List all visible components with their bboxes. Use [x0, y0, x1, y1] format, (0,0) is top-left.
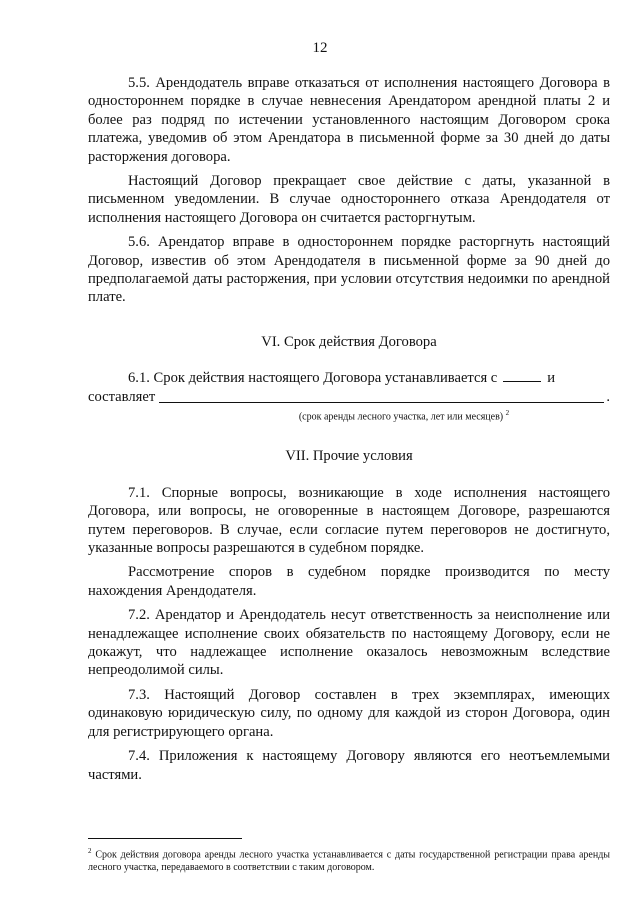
term-duration-blank — [159, 388, 604, 403]
paragraph-7-3: 7.3. Настоящий Договор составлен в трех экземплярах, имеющих одинаковую юридическую силу, по одному для каждой из сторон Договора, один для регистрирующего органа. — [88, 686, 610, 740]
paragraph-7-1-continued: Рассмотрение споров в судебном порядке производится по месту нахождения Арендодателя. — [88, 564, 610, 599]
footnote-divider — [88, 838, 242, 839]
footnote-ref: 2 — [505, 409, 510, 418]
footnote-number: 2 — [88, 847, 92, 855]
section-7-title: VII. Прочие условия — [285, 448, 413, 465]
footnote — [88, 845, 610, 874]
document-body — [88, 74, 610, 784]
paragraph-5-6: 5.6. Арендатор вправе в одностороннем порядке расторгнуть настоящий Договор, известив об этом Арендодателя в письменной форме за 90 дней до предполагаемой даты расторжения, при условии отсутствия недоимки по арендной плате. — [88, 234, 610, 306]
paragraph-5-5: 5.5. Арендодатель вправе отказаться от исполнения настоящего Договора в одностороннем порядке в случае невнесения Арендатором арендной платы 2 и более раз подряд по истечении установленного настоящим Договором срока платежа, уведомив об этом Арендатора в письменной форме за 30 дней до даты расторжения договора. — [88, 75, 610, 165]
paragraph-6-1 — [88, 369, 610, 387]
paragraph-5-5-continued: Настоящий Договор прекращает свое действие с даты, указанной в письменном уведомлении. В случае одностороннего отказа Арендодателя от исполнения настоящего Договора он считается расторгнутым. — [88, 173, 610, 226]
term-duration-label: составляет — [88, 388, 156, 405]
term-start-blank — [503, 369, 541, 382]
term-duration-row — [88, 388, 610, 406]
section-6-title: VI. Срок действия Договора — [261, 333, 437, 350]
paragraph-7-2: 7.2. Арендатор и Арендодатель несут ответственность за неисполнение или ненадлежащее исполнение своих обязательств по настоящему Договору, если не докажут, что надлежащее исполнение оказалось невозможным вследствие непреодолимой силы. — [88, 607, 610, 679]
page-number: 12 — [312, 40, 328, 56]
term-end-dot: . — [606, 388, 610, 405]
term-start-text: 6.1. Срок действия настоящего Договора устанавливается с — [128, 370, 498, 387]
paragraph-7-4: 7.4. Приложения к настоящему Договору являются его неотъемлемыми частями. — [88, 748, 610, 783]
term-duration-hint: (срок аренды лесного участка, лет или месяцев) $^2$ — [298, 409, 510, 423]
term-and-text: и — [547, 370, 556, 387]
footnote-text: Срок действия договора аренды лесного участка устанавливается с даты государственной регистрации права аренды лесного участка, передаваемого в соответствии с таким договором. — [88, 849, 610, 873]
paragraph-7-1: 7.1. Спорные вопросы, возникающие в ходе исполнения настоящего Договора, или вопросы, не оговоренные в настоящем Договоре, разрешаются путем переговоров. В случае, если согласие путем переговоров не достигнуто, указанные вопросы разрешаются в судебном порядке. — [88, 484, 610, 557]
